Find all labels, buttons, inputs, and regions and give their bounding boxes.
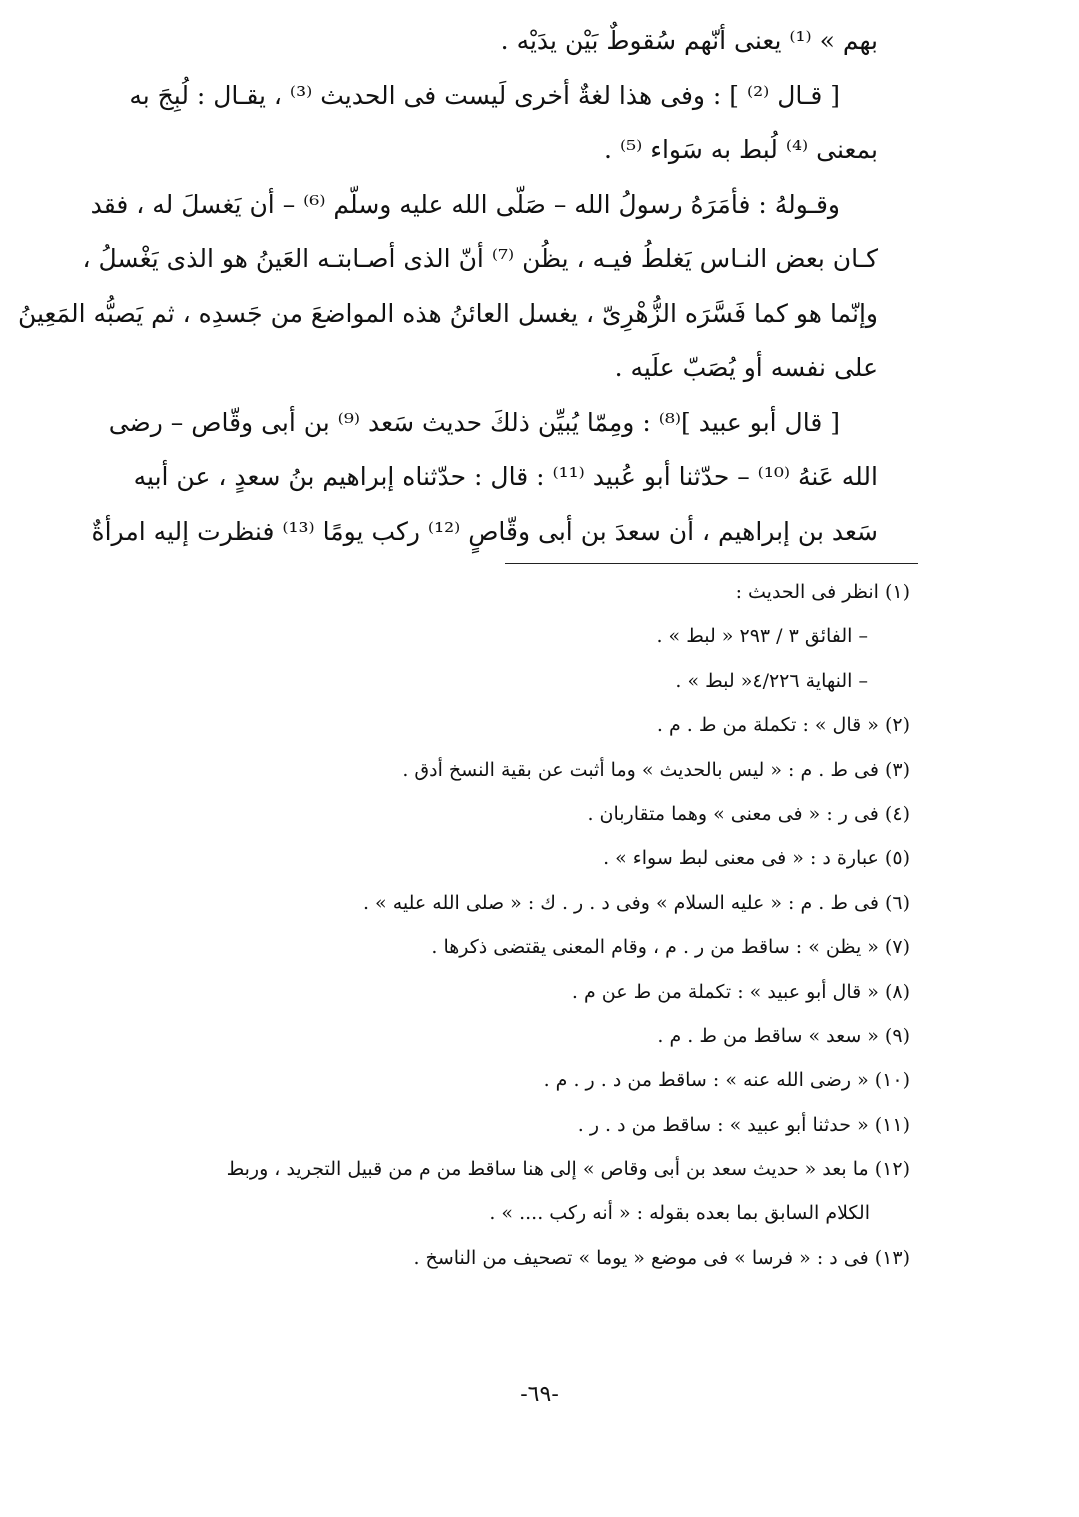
footnote: (١٠) « رضى الله عنه » : ساقط من د . ر . م . xyxy=(543,1069,910,1092)
footnote: (٨) « قال أبو عبيد » : تكملة من ط عن م . xyxy=(571,980,910,1003)
text-line: بهم » ⁽¹⁾ يعنى أنّهم سُقوطٌ بَيْن يدَيْه . xyxy=(500,26,878,55)
footnote-divider xyxy=(505,563,918,564)
text-line: على نفسه أو يُصَبّ علَيه . xyxy=(614,353,878,382)
footnotes-block xyxy=(140,570,910,1280)
footnote: (٤) فى ر : « فى معنى » وهما متقاربان . xyxy=(587,802,910,825)
footnote-subitem: – النهاية ٤/٢٢٦« لبط » . xyxy=(675,669,868,692)
footnote: (٧) « يظن » : ساقط من ر . م ، وقام المعنى يقتضى ذكرها . xyxy=(431,936,910,959)
page-number: -٦٩- xyxy=(520,1382,559,1407)
footnote: (١١) « حدثنا أبو عبيد » : ساقط من د . ر . xyxy=(577,1113,910,1136)
text-line: وقـولهُ : فأمَرَهُ رسولُ الله – صَلّى الله عليه وسلّم ⁽⁶⁾ – أن يَغسلَ له ، فقد xyxy=(90,189,840,219)
text-line: [ قال أبو عبيد ]⁽⁸⁾ : ومِمّا يُبيِّن ذلكَ حديث سَعد ⁽⁹⁾ بن أبى وقّاص – رضى xyxy=(108,407,840,437)
footnote-subitem: – الفائق ٣ / ٢٩٣ « لبط » . xyxy=(656,625,868,648)
footnote-continuation: الكلام السابق بما بعده بقوله : « أنه ركب .... » . xyxy=(489,1202,870,1225)
footnote: (٦) فى ط . م : « عليه السلام » وفى د . ر . ك : « صلى الله عليه » . xyxy=(362,891,910,914)
main-text-block xyxy=(17,14,878,559)
footnote: (٥) عبارة د : « فى معنى لبط سواء » . xyxy=(603,847,910,870)
footnote: (٩) « سعد » ساقط من ط . م . xyxy=(657,1024,910,1047)
footnote: (٣) فى ط . م : « ليس بالحديث » وما أثبت عن بقية النسخ أدق . xyxy=(402,758,910,781)
footnote: (١٣) فى د : « فرسا » فى موضع « يوما » تصحيف من الناسخ . xyxy=(413,1246,910,1269)
text-line: كـان بعض النـاس يَغلطُ فيـه ، يظُن ⁽⁷⁾ أنّ الذى أصـابتـه العَينُ هو الذى يَغْسلُ ، xyxy=(82,244,878,273)
text-line: بمعنى ⁽⁴⁾ لُبط به سَواء ⁽⁵⁾ . xyxy=(604,135,878,164)
footnote: (٢) « قال » : تكملة من ط . م . xyxy=(656,714,910,737)
text-line: الله عَنهُ ⁽¹⁰⁾ – حدّثنا أبو عُبيد ⁽¹¹⁾ : قال : حدّثناه إبراهيم بنُ سعدٍ ، عن أبيه xyxy=(133,462,878,491)
text-line: [ قـال ⁽²⁾ ] : وفى هذا لغةٌ أخرى لَيست فى الحديث ⁽³⁾ ، يقـال : لُبِجَ به xyxy=(129,80,840,110)
text-line: سَعد بن إبراهيم ، أن سعدَ بن أبى وقّاصٍ ⁽¹²⁾ ركب يومًا ⁽¹³⁾ فنظرت إليه امرأةٌ xyxy=(91,516,878,546)
footnote: (١٢) ما بعد « حديث سعد بن أبى وقاص » إلى هنا ساقط من م من قبيل التجريد ، وربط xyxy=(226,1158,910,1181)
text-line: وإنّما هو كما فَسَّرَه الزُّهْرِىّ ، يغسل العائنُ هذه المواضعَ من جَسدِه ، ثم يَصبُّه المَعِينُ xyxy=(17,298,878,328)
footnote: (١) انظر فى الحديث : xyxy=(735,581,910,603)
